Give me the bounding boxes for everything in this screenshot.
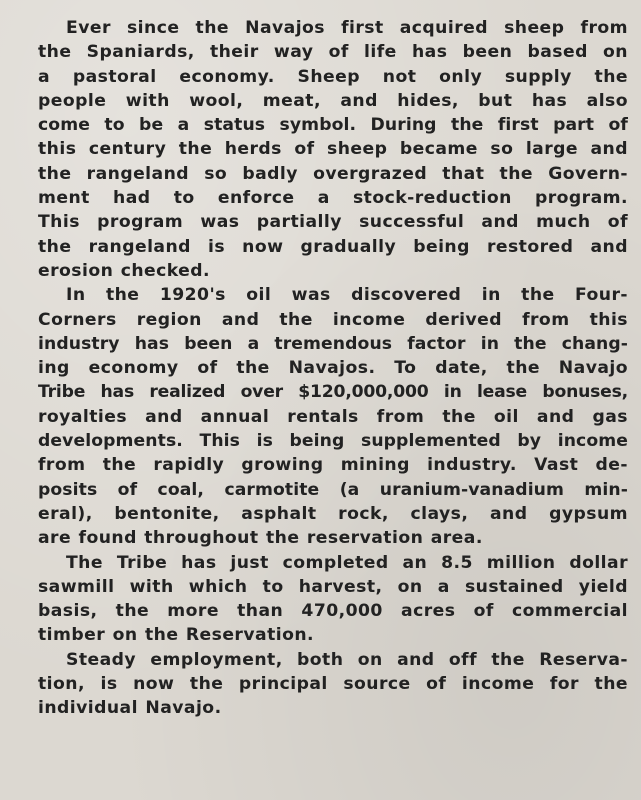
- text-line: basis, the more than 470,000 acres of commercial: [38, 601, 628, 622]
- paragraph-1: [38, 16, 628, 283]
- text-line: Tribe has realized over $120,000,000 in lease bonuses,: [38, 382, 628, 403]
- paragraph-4: [38, 648, 628, 721]
- text-line: ment had to enforce a stock-reduction program.: [38, 188, 628, 209]
- text-line: posits of coal, carmotite (a uranium-vanadium min-: [38, 479, 628, 500]
- paragraph-3: [38, 551, 628, 648]
- text-line: timber on the Reservation.: [38, 625, 314, 646]
- text-line: tion, is now the principal source of income for the: [38, 674, 628, 695]
- text-line: come to be a status symbol. During the first part of: [38, 115, 628, 136]
- article-body: [38, 16, 628, 721]
- text-line: Steady employment, both on and off the Reserva-: [66, 649, 628, 670]
- text-line: the rangeland is now gradually being restored and: [38, 236, 628, 257]
- text-line: eral), bentonite, asphalt rock, clays, and gypsum: [38, 503, 628, 524]
- text-line: The Tribe has just completed an 8.5 million dollar: [66, 552, 628, 573]
- text-line: the rangeland so badly overgrazed that the Govern-: [38, 163, 628, 184]
- text-line: This program was partially successful and much of: [38, 212, 628, 233]
- text-line: individual Navajo.: [38, 698, 222, 719]
- text-line: are found throughout the reservation area.: [38, 528, 483, 549]
- text-line: Ever since the Navajos first acquired sheep from: [66, 18, 628, 38]
- text-line: erosion checked.: [38, 260, 211, 281]
- text-line: this century the herds of sheep became so large and: [38, 139, 628, 160]
- text-line: In the 1920's oil was discovered in the Four-: [66, 285, 628, 306]
- text-line: a pastoral economy. Sheep not only supply the: [38, 66, 628, 87]
- text-line: developments. This is being supplemented by income: [38, 431, 628, 452]
- text-line: sawmill with which to harvest, on a sustained yield: [38, 576, 628, 597]
- text-line: industry has been a tremendous factor in the chang-: [38, 333, 628, 354]
- text-line: royalties and annual rentals from the oil and gas: [38, 406, 628, 427]
- text-line: the Spaniards, their way of life has been based on: [38, 42, 628, 63]
- paragraph-2: [38, 283, 628, 550]
- text-line: people with wool, meat, and hides, but has also: [38, 90, 628, 111]
- text-line: ing economy of the Navajos. To date, the Navajo: [38, 358, 628, 379]
- text-line: Corners region and the income derived from this: [38, 309, 628, 330]
- text-line: from the rapidly growing mining industry. Vast de-: [38, 455, 628, 476]
